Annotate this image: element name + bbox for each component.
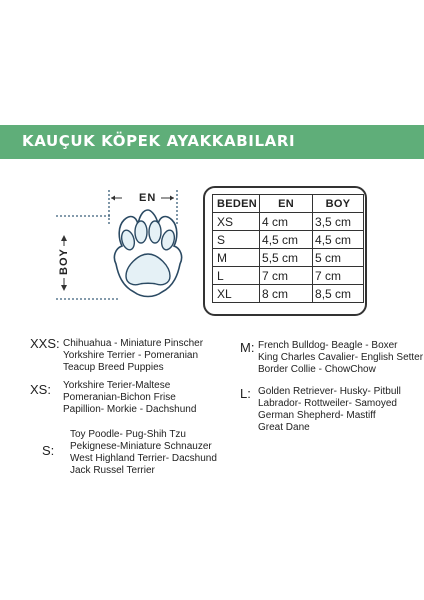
table-row — [213, 249, 364, 267]
group-code: XXS: — [30, 336, 60, 351]
group-m — [240, 340, 424, 380]
size-cell: S — [213, 231, 260, 249]
table-row — [213, 213, 364, 231]
breed-line: Jack Russel Terrier — [70, 465, 155, 476]
breed-line: West Highland Terrier- Dacshund — [70, 453, 217, 464]
table-row — [213, 231, 364, 249]
table-row — [213, 285, 364, 303]
header-en: EN — [260, 195, 313, 213]
boy-cell: 3,5 cm — [313, 213, 364, 231]
breed-list — [258, 340, 423, 376]
breed-line: French Bulldog- Beagle - Boxer — [258, 340, 398, 351]
group-xxs — [30, 338, 220, 378]
breed-line: Toy Poodle- Pug-Shih Tzu — [70, 429, 186, 440]
breed-line: German Shepherd- Mastiff — [258, 410, 376, 421]
size-cell: M — [213, 249, 260, 267]
header-beden: BEDEN — [213, 195, 260, 213]
group-s — [42, 429, 232, 479]
breed-line: King Charles Cavalier- English Setter — [258, 352, 424, 363]
group-xs — [30, 380, 220, 420]
en-cell: 4,5 cm — [260, 231, 313, 249]
group-code: M: — [240, 340, 255, 355]
group-code: S: — [42, 443, 55, 458]
toe-pad-3 — [149, 221, 161, 243]
toe-pad-2 — [135, 221, 147, 243]
table-row — [213, 267, 364, 285]
banner-title: KAUÇUK KÖPEK AYAKKABILARI — [22, 132, 296, 150]
boy-cell: 8,5 cm — [313, 285, 364, 303]
size-table — [212, 194, 364, 303]
header-boy: BOY — [313, 195, 364, 213]
en-label: EN — [139, 192, 157, 204]
breed-list — [63, 338, 203, 374]
breed-list — [70, 429, 217, 477]
breed-line: Yorkshire Terier-Maltese — [63, 380, 171, 391]
boy-arrowhead-down — [61, 285, 67, 291]
table-header-row — [213, 195, 364, 213]
breed-line: Chihuahua - Miniature Pinscher — [63, 338, 204, 349]
en-cell: 8 cm — [260, 285, 313, 303]
size-cell: XL — [213, 285, 260, 303]
en-arrowhead-right — [170, 196, 174, 201]
size-table-box — [203, 186, 367, 316]
boy-cell: 4,5 cm — [313, 231, 364, 249]
breed-line: Great Dane — [258, 422, 310, 433]
boy-cell: 7 cm — [313, 267, 364, 285]
breed-line: Yorkshire Terrier - Pomeranian — [63, 350, 199, 361]
breed-line: Teacup Breed Puppies — [63, 362, 164, 373]
group-code: XS: — [30, 382, 51, 397]
boy-cell: 5 cm — [313, 249, 364, 267]
en-cell: 7 cm — [260, 267, 313, 285]
breed-line: Papillion- Morkie - Dachshund — [63, 404, 197, 415]
breed-list — [63, 380, 196, 416]
breed-line: Border Collie - ChowChow — [258, 364, 376, 375]
size-cell: XS — [213, 213, 260, 231]
size-cell: L — [213, 267, 260, 285]
breed-line: Labrador- Rottweiler- Samoyed — [258, 398, 397, 409]
title-banner — [0, 125, 424, 159]
group-l — [240, 386, 424, 436]
breed-list — [258, 386, 401, 434]
en-cell: 4 cm — [260, 213, 313, 231]
breed-line: Pomeranian-Bichon Frise — [63, 392, 176, 403]
boy-label: BOY — [58, 248, 70, 275]
breed-line: Pekignese-Miniature Schnauzer — [70, 441, 212, 452]
group-code: L: — [240, 386, 251, 401]
breed-line: Golden Retriever- Husky- Pitbull — [258, 386, 401, 397]
en-cell: 5,5 cm — [260, 249, 313, 267]
en-arrowhead-left — [111, 196, 115, 201]
